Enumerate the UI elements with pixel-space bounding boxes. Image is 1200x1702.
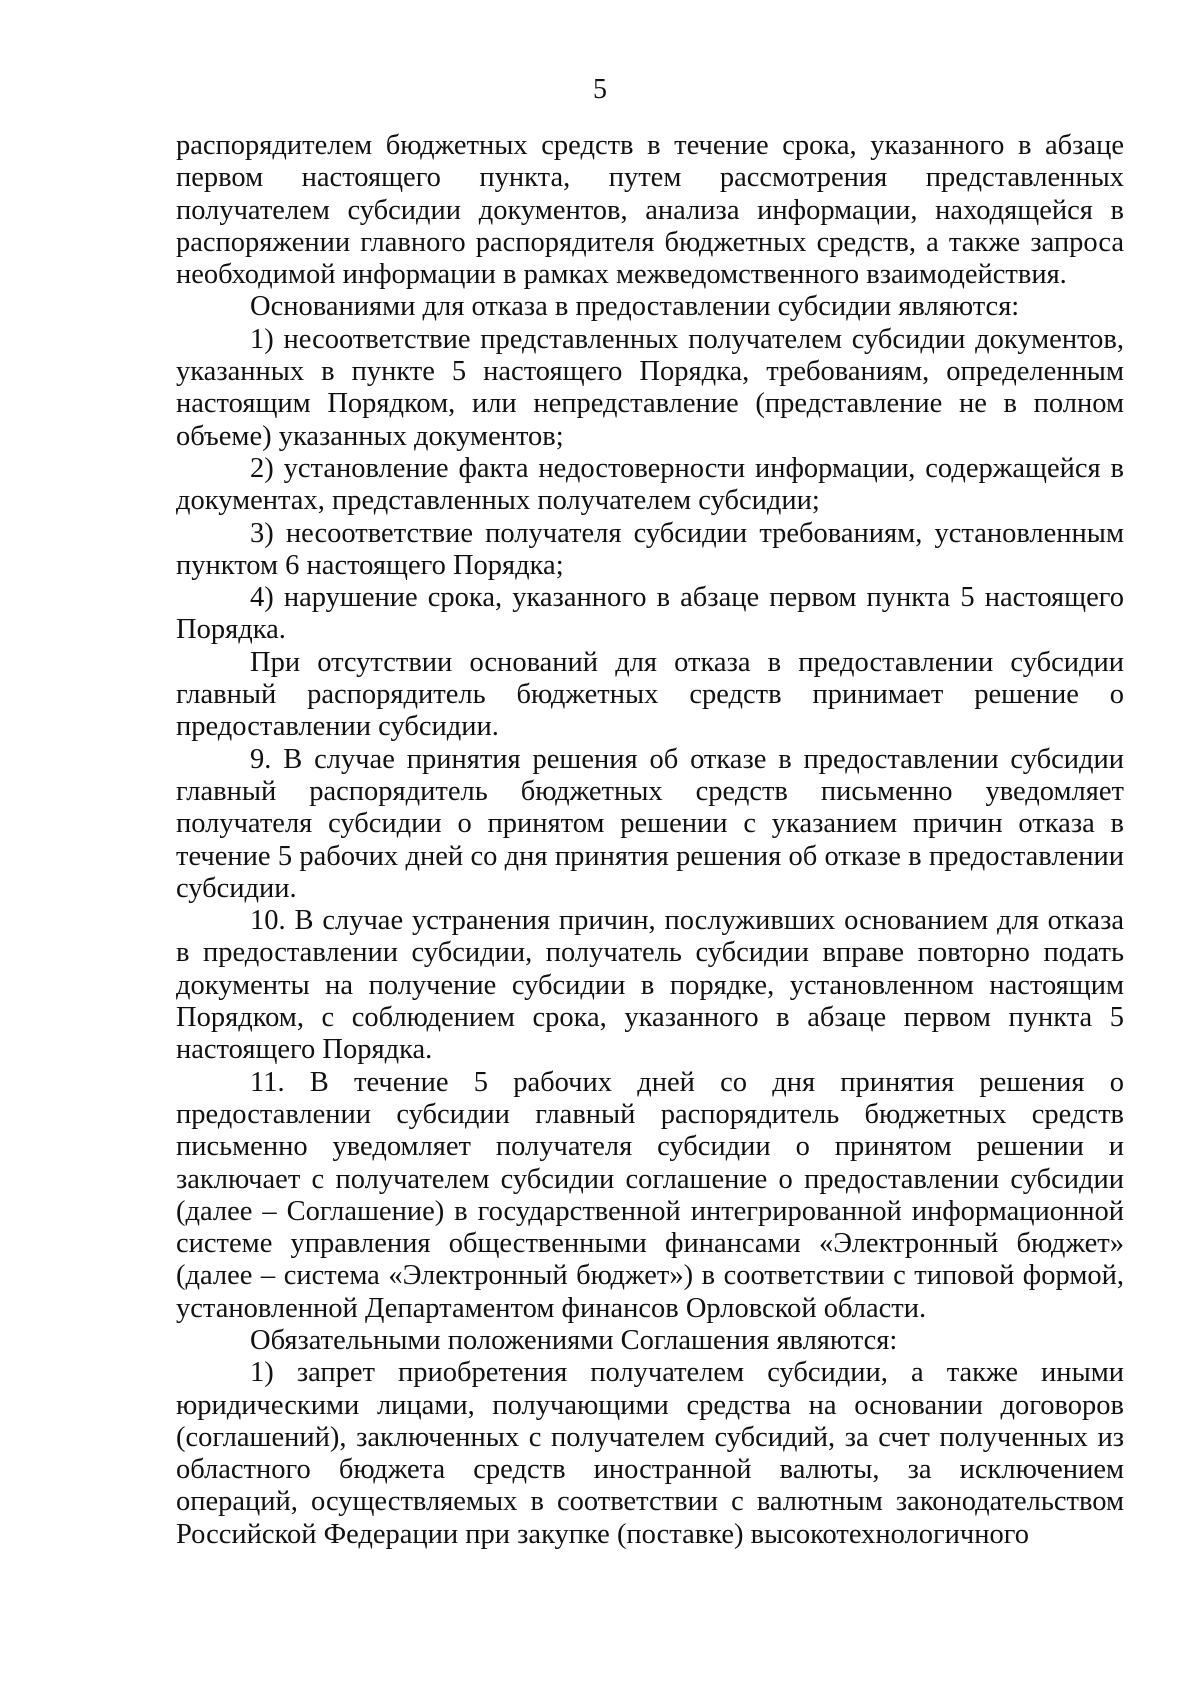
paragraph: 9. В случае принятия решения об отказе в предоставлении субсидии главный распорядитель бюджетных средств письменно уведомляет получателя субсидии о принятом решении с указанием причин отказа в течение 5 рабочих дней со дня принятия решения об отказе в предоставлении субсидии. [176, 743, 1124, 904]
paragraph: 10. В случае устранения причин, послуживших основанием для отказа в предоставлении субсидии, получатель субсидии вправе повторно подать документы на получение субсидии в порядке, установленном настоящим Порядком, с соблюдением срока, указанного в абзаце первом пункта 5 настоящего Порядка. [176, 905, 1124, 1066]
paragraph: Обязательными положениями Соглашения являются: [250, 1324, 898, 1356]
paragraph: При отсутствии оснований для отказа в предоставлении субсидии главный распорядитель бюджетных средств принимает решение о предоставлении субсидии. [176, 646, 1124, 743]
paragraph: Основаниями для отказа в предоставлении субсидии являются: [250, 291, 1020, 323]
paragraph: 3) несоответствие получателя субсидии требованиям, установленным пунктом 6 настоящего Порядка; [176, 517, 1124, 581]
page-number: 5 [593, 74, 607, 105]
paragraph: 1) несоответствие представленных получателем субсидии документов, указанных в пункте 5 настоящего Порядка, требованиям, определенным настоящим Порядком, или непредставление (представление не в полном объеме) указанных документов; [176, 323, 1124, 452]
paragraph: 4) нарушение срока, указанного в абзаце первом пункта 5 настоящего Порядка. [176, 582, 1124, 646]
paragraph: 2) установление факта недостоверности информации, содержащейся в документах, представленных получателем субсидии; [176, 452, 1124, 517]
paragraph: распорядителем бюджетных средств в течение срока, указанного в абзаце первом настоящего пункта, путем рассмотрения представленных получателем субсидии документов, анализа информации, находящейся в распоряжении главного распорядителя бюджетных средств, а также запроса необходимой информации в рамках межведомственного взаимодействия. [176, 130, 1124, 291]
paragraph: 1) запрет приобретения получателем субсидии, а также иными юридическими лицами, получающими средства на основании договоров (соглашений), заключенных с получателем субсидий, за счет полученных из областного бюджета средств иностранной валюты, за исключением операций, осуществляемых в соответствии с валютным законодательством Российской Федерации при закупке (поставке) высокотехнологичного [176, 1357, 1124, 1550]
paragraph: 11. В течение 5 рабочих дней со дня принятия решения о предоставлении субсидии главный распорядитель бюджетных средств письменно уведомляет получателя субсидии о принятом решении и заключает с получателем субсидии соглашение о предоставлении субсидии (далее – Соглашение) в государственной интегрированной информационной системе управления общественными финансами «Электронный бюджет» (далее – система «Электронный бюджет») в соответствии с типовой формой, установленной Департаментом финансов Орловской области. [176, 1066, 1124, 1324]
document-body [176, 130, 1124, 1551]
